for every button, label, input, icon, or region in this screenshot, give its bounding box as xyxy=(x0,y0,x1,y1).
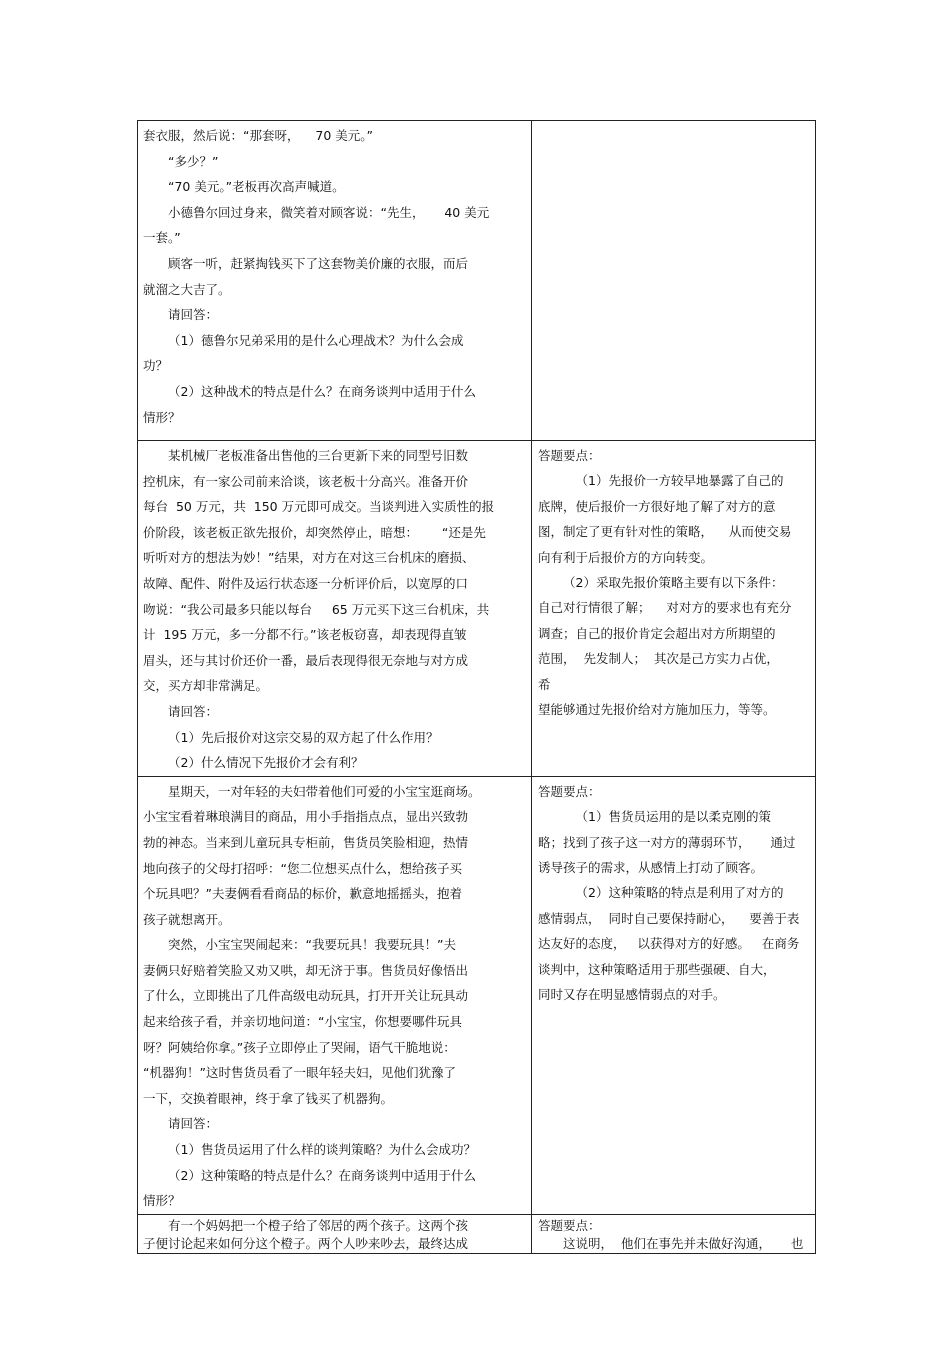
case-line: 小宝宝看着琳琅满目的商品，用小手指指点点，显出兴致勃 xyxy=(143,809,469,825)
answer-line: 略；找到了孩子这一对方的薄弱环节， 通过 xyxy=(538,834,796,850)
case-analysis-table xyxy=(137,120,816,1254)
answer-line: 调查；自己的报价肯定会超出对方所期望的 xyxy=(538,625,776,641)
case-line: “70 美元。”老板再次高声喊道。 xyxy=(168,179,345,195)
answer-line: （1）先报价一方较早地暴露了自己的 xyxy=(575,473,784,489)
answer-cell xyxy=(532,776,816,1214)
answer-cell xyxy=(532,441,816,777)
question-heading: 请回答： xyxy=(168,307,219,323)
case-line: 突然，小宝宝哭闹起来：“我要玩具！我要玩具！”夫 xyxy=(168,937,456,953)
case-line: 听听对方的想法为妙！”结果，对方在对这三台机床的磨损、 xyxy=(143,550,475,566)
case-line: 故障、配件、附件及运行状态逐一分析评价后，以宽厚的口 xyxy=(143,575,469,591)
case-line: 小德鲁尔回过身来，微笑着对顾客说：“先生， 40 美元 xyxy=(168,204,490,220)
case-line: 套衣服，然后说：“那套呀， 70 美元。” xyxy=(143,128,373,143)
case-line: “多少？” xyxy=(168,153,219,169)
case-text-cell xyxy=(138,776,532,1214)
answer-line: （2）这种策略的特点是利用了对方的 xyxy=(575,885,784,901)
case-line: 交，买方却非常满足。 xyxy=(143,678,269,694)
question-line: （1）售货员运用了什么样的谈判策略？为什么会成功？ xyxy=(168,1142,476,1158)
case-line: 了什么，立即挑出了几件高级电动玩具，打开开关让玩具动 xyxy=(143,988,469,1004)
case-text-cell xyxy=(138,441,532,777)
case-line: 起来给孩子看，并亲切地问道：“小宝宝，你想要哪件玩具 xyxy=(143,1014,462,1030)
question-line: （1）德鲁尔兄弟采用的是什么心理战术？为什么会成 xyxy=(168,332,464,348)
answer-line: （1）售货员运用的是以柔克刚的策 xyxy=(575,809,771,825)
question-line: （2）什么情况下先报价才会有利？ xyxy=(168,755,364,771)
answer-line: （2）采取先报价策略主要有以下条件： xyxy=(563,575,784,591)
question-line: （2）这种策略的特点是什么？在商务谈判中适用于什么 xyxy=(168,1167,476,1183)
answer-line: 谈判中，这种策略适用于那些强硬、自大， xyxy=(538,961,776,977)
question-line: 情形？ xyxy=(143,409,181,425)
answer-line: 向有利于后报价方的方向转变。 xyxy=(538,549,714,565)
case-line: 一下，交换着眼神，终于拿了钱买了机器狗。 xyxy=(143,1090,394,1106)
case-line: “机器狗！”这时售货员看了一眼年轻夫妇，见他们犹豫了 xyxy=(143,1065,456,1081)
case-line: 眉头，还与其讨价还价一番，最后表现得很无奈地与对方成 xyxy=(143,652,469,668)
answer-line: 诱导孩子的需求，从感情上打动了顾客。 xyxy=(538,859,764,875)
case-line: 个玩具吧？”夫妻俩看看商品的标价，歉意地摇摇头，抱着 xyxy=(143,886,462,902)
table-row xyxy=(138,776,816,1214)
question-line: （1）先后报价对这宗交易的双方起了什么作用？ xyxy=(168,729,439,745)
answer-line: 这说明， 他们在事先并未做好沟通， 也 xyxy=(563,1235,804,1251)
answer-line: 同时又存在明显感情弱点的对手。 xyxy=(538,986,726,1002)
answer-line: 范围， 先发制人； 其次是己方实力占优， 希 xyxy=(538,651,799,692)
case-line: 呀？阿姨给你拿。”孩子立即停止了哭闹，语气干脆地说： xyxy=(143,1039,456,1055)
case-line: 妻俩只好赔着笑脸又劝又哄，却无济于事。售货员好像悟出 xyxy=(143,962,469,978)
answer-line: 图，制定了更有针对性的策略， 从而使交易 xyxy=(538,524,792,540)
case-line: 地向孩子的父母打招呼：“您二位想买点什么，想给孩子买 xyxy=(143,860,462,876)
answer-line: 望能够通过先报价给对方施加压力，等等。 xyxy=(538,702,776,718)
question-heading: 请回答： xyxy=(168,703,219,719)
answer-line: 达友好的态度， 以获得对方的好感。 在商务 xyxy=(538,936,800,952)
question-line: （2）这种战术的特点是什么？在商务谈判中适用于什么 xyxy=(168,383,476,399)
case-text-cell xyxy=(138,1214,532,1253)
question-line: 功？ xyxy=(143,358,169,374)
answer-line: 底牌，使后报价一方很好地了解了对方的意 xyxy=(538,498,776,514)
case-line: 孩子就想离开。 xyxy=(143,911,231,927)
case-line: 一套。” xyxy=(143,230,181,246)
case-line: 控机床，有一家公司前来洽谈，该老板十分高兴。准备开价 xyxy=(143,473,469,489)
case-line: 就溜之大吉了。 xyxy=(143,281,231,297)
case-line: 有一个妈妈把一个橙子给了邻居的两个孩子。这两个孩 xyxy=(168,1217,469,1233)
case-line: 价阶段，该老板正欲先报价，却突然停止，暗想： “还是先 xyxy=(143,524,486,540)
answer-heading: 答题要点： xyxy=(538,783,601,799)
case-line: 星期天，一对年轻的夫妇带着他们可爱的小宝宝逛商场。 xyxy=(168,783,481,799)
case-line: 每台 50 万元，共 150 万元即可成交。当谈判进入实质性的报 xyxy=(143,499,495,515)
answer-line: 自己对行情很了解； 对对方的要求也有充分 xyxy=(538,600,792,616)
case-line: 勃的神态。当来到儿童玩具专柜前，售货员笑脸相迎，热情 xyxy=(143,834,469,850)
table-row xyxy=(138,121,816,441)
question-line: 情形？ xyxy=(143,1193,181,1209)
answer-heading: 答题要点： xyxy=(538,1217,601,1233)
case-line: 顾客一听，赶紧掏钱买下了这套物美价廉的衣服，而后 xyxy=(168,255,469,271)
answer-heading: 答题要点： xyxy=(538,448,601,463)
case-line: 吻说：“我公司最多只能以每台 65 万元买下这三台机床，共 xyxy=(143,601,490,617)
case-line: 某机械厂老板准备出售他的三台更新下来的同型号旧数 xyxy=(168,448,469,463)
question-heading: 请回答： xyxy=(168,1116,219,1132)
case-line: 子便讨论起来如何分这个橙子。两个人吵来吵去，最终达成 xyxy=(143,1235,469,1251)
answer-cell xyxy=(532,1214,816,1253)
case-line: 计 195 万元，多一分都不行。”该老板窃喜，却表现得直皱 xyxy=(143,627,467,643)
case-text-cell xyxy=(138,121,532,441)
answer-line: 感情弱点， 同时自己要保持耐心， 要善于表 xyxy=(538,910,800,926)
table-row xyxy=(138,441,816,777)
table-row xyxy=(138,1214,816,1253)
answer-cell xyxy=(532,121,816,441)
